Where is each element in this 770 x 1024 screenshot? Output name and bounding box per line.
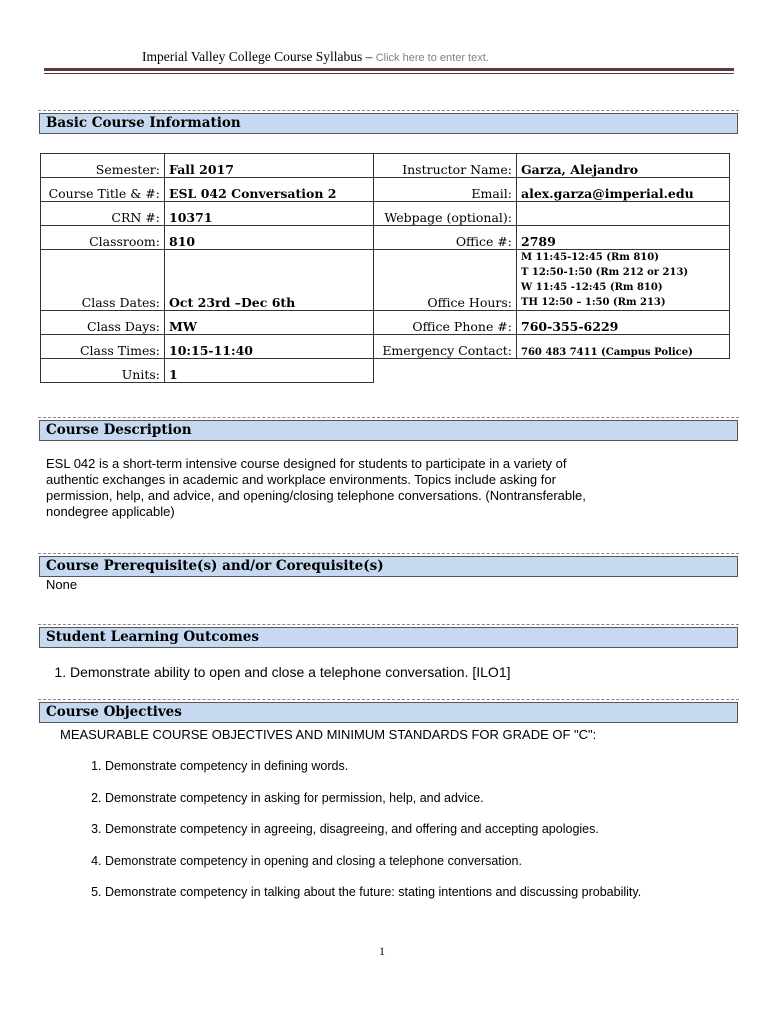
objective-item: 5. Demonstrate competency in talking about the future: stating intentions and discussing probability. — [105, 883, 641, 915]
course-info-table — [40, 153, 730, 383]
section-course-description: Course Description — [39, 420, 738, 441]
slo-list — [46, 664, 511, 680]
emergency-contact-value: 760 483 7411 (Campus Police) — [517, 335, 730, 359]
objective-item: 3. Demonstrate competency in agreeing, disagreeing, and offering and accepting apologies. — [105, 820, 641, 852]
objectives-list — [84, 757, 641, 915]
instructor-value: Garza, Alejandro — [517, 154, 730, 178]
classroom-value: 810 — [165, 226, 374, 250]
description-line: permission, help, and advice, and opening/closing telephone conversations. (Nontransferable, — [46, 488, 586, 503]
emergency-contact-label: Emergency Contact: — [374, 335, 517, 359]
class-dates-value: Oct 23rd –Dec 6th — [165, 250, 374, 311]
course-description-text — [46, 456, 586, 520]
class-times-label: Class Times: — [41, 335, 165, 359]
class-times-value: 10:15-11:40 — [165, 335, 374, 359]
crn-value: 10371 — [165, 202, 374, 226]
header-rule-thick — [44, 68, 734, 71]
semester-label: Semester: — [41, 154, 165, 178]
office-phone-label: Office Phone #: — [374, 311, 517, 335]
objective-item: 4. Demonstrate competency in opening and closing a telephone conversation. — [105, 852, 641, 884]
section-course-objectives: Course Objectives — [39, 702, 738, 723]
office-phone-value: 760-355-6229 — [517, 311, 730, 335]
objectives-intro: MEASURABLE COURSE OBJECTIVES AND MINIMUM STANDARDS FOR GRADE OF "C": — [60, 727, 597, 742]
crn-label: CRN #: — [41, 202, 165, 226]
office-hours-line: T 12:50-1:50 (Rm 212 or 213) — [521, 267, 689, 278]
section-basic-course-information: Basic Course Information — [39, 113, 738, 134]
email-label: Email: — [374, 178, 517, 202]
webpage-label: Webpage (optional): — [374, 202, 517, 226]
classroom-label: Classroom: — [41, 226, 165, 250]
office-hours-label: Office Hours: — [374, 250, 517, 311]
semester-value: Fall 2017 — [165, 154, 374, 178]
objective-item: 2. Demonstrate competency in asking for permission, help, and advice. — [105, 789, 641, 821]
prerequisite-text: None — [46, 577, 78, 592]
header-title: Imperial Valley College Course Syllabus — [142, 49, 363, 64]
office-label: Office #: — [374, 226, 517, 250]
header-dash: – — [365, 49, 373, 64]
description-line: ESL 042 is a short-term intensive course designed for students to participate in a variety of — [46, 456, 567, 471]
class-days-label: Class Days: — [41, 311, 165, 335]
page-number: 1 — [379, 944, 385, 958]
header-rule-thin — [44, 73, 734, 74]
instructor-label: Instructor Name: — [374, 154, 517, 178]
office-hours-line: W 11:45 -12:45 (Rm 810) — [521, 282, 663, 293]
office-value: 2789 — [517, 226, 730, 250]
page-header — [142, 49, 489, 65]
office-hours-line: TH 12:50 – 1:50 (Rm 213) — [521, 297, 666, 308]
webpage-value[interactable] — [517, 202, 730, 226]
section-student-learning-outcomes: Student Learning Outcomes — [39, 627, 738, 648]
units-value: 1 — [165, 359, 374, 383]
office-hours-line: M 11:45-12:45 (Rm 810) — [521, 252, 659, 263]
class-days-value: MW — [165, 311, 374, 335]
course-title-label: Course Title & #: — [41, 178, 165, 202]
class-dates-label: Class Dates: — [41, 250, 165, 311]
description-line: nondegree applicable) — [46, 504, 175, 519]
course-title-value: ESL 042 Conversation 2 — [165, 178, 374, 202]
section-prerequisites: Course Prerequisite(s) and/or Corequisite(s) — [39, 556, 738, 577]
objective-item: 1. Demonstrate competency in defining words. — [105, 757, 641, 789]
units-label: Units: — [41, 359, 165, 383]
description-line: authentic exchanges in academic and workplace environments. Topics include asking for — [46, 472, 556, 487]
email-value[interactable]: alex.garza@imperial.edu — [517, 178, 730, 202]
header-placeholder-field[interactable]: Click here to enter text. — [375, 52, 489, 64]
office-hours-value — [517, 250, 730, 311]
slo-item: 1. Demonstrate ability to open and close a telephone conversation. [ILO1] — [70, 664, 511, 680]
